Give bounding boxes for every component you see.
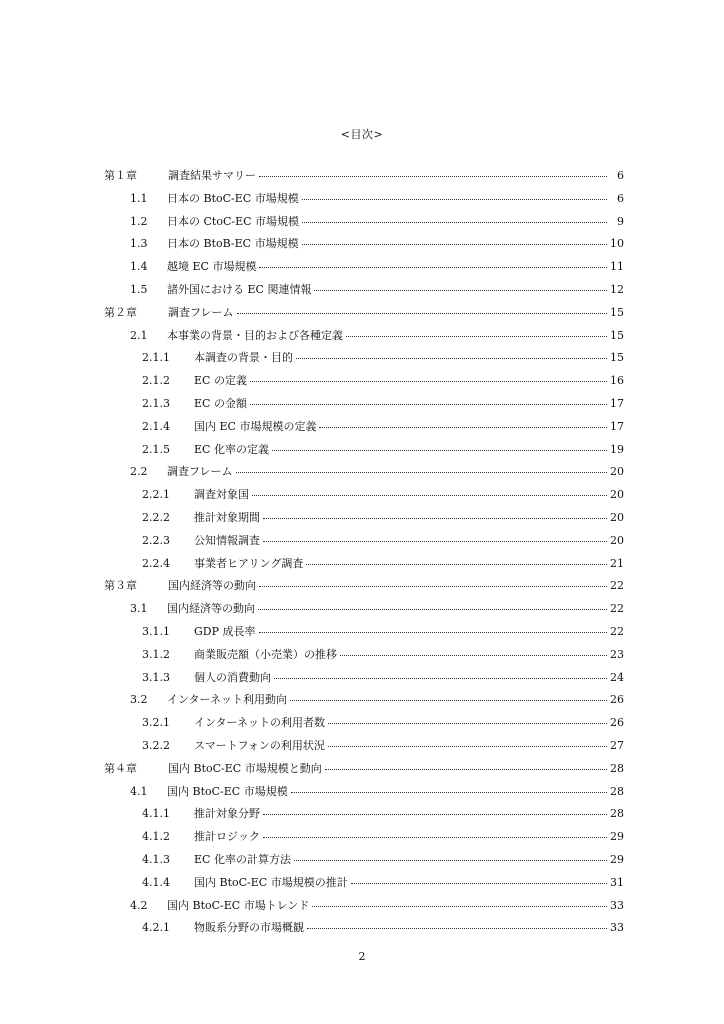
dot-leader [291, 792, 607, 793]
toc-entry-title: 国内 BtoC-EC 市場トレンド [167, 898, 310, 912]
toc-section-entry[interactable] [104, 691, 624, 714]
toc-entry-title: EC 化率の計算方法 [194, 852, 291, 866]
toc-entry-number: 第３章 [104, 579, 137, 593]
dot-leader [236, 472, 607, 473]
toc-entry-title: EC の定義 [194, 374, 247, 388]
toc-section-entry[interactable] [104, 190, 624, 213]
toc-entry-number: 4.2 [130, 898, 148, 912]
toc-section-entry[interactable] [104, 441, 624, 464]
toc-entry-page: 21 [610, 556, 624, 570]
dot-leader [237, 313, 607, 314]
toc-entry-number: 2.1.4 [142, 419, 170, 433]
toc-entry-title: インターネットの利用者数 [194, 716, 326, 730]
toc-entry-title: 日本の BtoB-EC 市場規模 [167, 237, 299, 251]
toc-entry-number: 2.2.4 [142, 556, 170, 570]
toc-entry-page: 29 [610, 830, 624, 844]
dot-leader [325, 769, 607, 770]
toc-entry-number: 第１章 [104, 169, 137, 182]
toc-entry-page: 27 [610, 738, 624, 752]
dot-leader [250, 404, 607, 405]
toc-section-entry[interactable] [104, 509, 624, 532]
toc-entry-page: 6 [617, 169, 624, 182]
dot-leader [306, 564, 607, 565]
toc-entry-title: EC 化率の定義 [194, 442, 269, 456]
dot-leader [346, 336, 607, 337]
toc-entry-title: 国内経済等の動向 [167, 602, 255, 616]
toc-section-entry[interactable] [104, 258, 624, 281]
page-number: 2 [358, 950, 366, 963]
dot-leader [259, 176, 607, 177]
toc-entry-title: 本調査の背景・目的 [194, 351, 293, 365]
toc-entry-title: 個人の消費動向 [194, 670, 271, 684]
dot-leader [302, 244, 607, 245]
toc-section-entry[interactable] [104, 828, 624, 851]
toc-entry-page: 19 [610, 442, 624, 456]
toc-entry-number: 2.2.3 [142, 533, 170, 547]
dot-leader [307, 928, 607, 929]
toc-entry-page: 15 [610, 305, 624, 319]
toc-section-entry[interactable] [104, 213, 624, 236]
toc-section-entry[interactable] [104, 486, 624, 509]
toc-section-entry[interactable] [104, 235, 624, 258]
toc-section-entry[interactable] [104, 783, 624, 806]
toc-entry-title: 越境 EC 市場規模 [167, 260, 257, 274]
toc-entry-number: 2.1 [130, 328, 148, 342]
toc-entry-title: スマートフォンの利用状況 [194, 738, 325, 752]
toc-entry-title: 国内 BtoC-EC 市場規模 [167, 784, 288, 798]
toc-section-entry[interactable] [104, 600, 624, 623]
toc-entry-page: 31 [610, 875, 624, 889]
dot-leader [259, 586, 607, 587]
toc-section-entry[interactable] [104, 919, 624, 942]
dot-leader [328, 723, 607, 724]
toc-entry-number: 1.5 [130, 282, 148, 296]
toc-entry-page: 6 [617, 191, 624, 205]
toc-entry-page: 33 [610, 898, 624, 912]
toc-entry-title: 商業販売額（小売業）の推移 [194, 647, 337, 661]
toc-entry-title: 諸外国における EC 関連情報 [167, 282, 312, 296]
toc-section-entry[interactable] [104, 349, 624, 372]
toc-entry-title: 調査フレーム [167, 465, 233, 479]
toc-chapter-entry[interactable] [104, 577, 624, 600]
dot-leader [263, 518, 607, 519]
toc-section-entry[interactable] [104, 555, 624, 578]
toc-entry-number: 4.1 [130, 784, 148, 798]
toc-entry-title: 本事業の背景・目的および各種定義 [167, 328, 343, 342]
toc-entry-page: 10 [610, 237, 624, 251]
toc-entry-page: 17 [610, 396, 624, 410]
toc-entry-title: インターネット利用動向 [167, 693, 288, 707]
toc-chapter-entry[interactable] [104, 304, 624, 327]
toc-entry-page: 15 [610, 328, 624, 342]
toc-section-entry[interactable] [104, 669, 624, 692]
toc-entry-number: 3.1.1 [142, 624, 170, 638]
dot-leader [294, 860, 607, 861]
dot-leader [314, 290, 607, 291]
toc-section-entry[interactable] [104, 805, 624, 828]
toc-entry-page: 12 [610, 282, 624, 296]
dot-leader [340, 655, 607, 656]
toc-entry-number: 3.1 [130, 602, 148, 616]
toc-entry-page: 17 [610, 419, 624, 433]
dot-leader [263, 814, 607, 815]
toc-entry-page: 28 [610, 761, 624, 775]
toc-chapter-entry[interactable] [104, 167, 624, 190]
toc-entry-title: 推計ロジック [194, 830, 260, 844]
toc-entry-number: 4.2.1 [142, 921, 170, 935]
toc-entry-title: 推計対象分野 [194, 807, 260, 821]
toc-entry-title: 国内 EC 市場規模の定義 [194, 419, 317, 433]
toc-entry-page: 26 [610, 716, 624, 730]
toc-entry-title: 国内 BtoC-EC 市場規模と動向 [168, 761, 322, 775]
toc-section-entry[interactable] [104, 395, 624, 418]
toc-entry-page: 20 [610, 533, 624, 547]
toc-entry-number: 2.1.2 [142, 374, 170, 388]
dot-leader [319, 427, 607, 428]
toc-entry-number: 1.4 [130, 260, 148, 274]
toc-entry-number: 1.2 [130, 214, 148, 228]
toc-entry-title: 推計対象期間 [194, 510, 260, 524]
toc-section-entry[interactable] [104, 281, 624, 304]
dot-leader [250, 381, 607, 382]
table-of-contents [104, 167, 624, 942]
toc-entry-title: 物販系分野の市場概観 [194, 921, 304, 935]
dot-leader [263, 541, 607, 542]
dot-leader [312, 906, 607, 907]
toc-entry-number: 2.1.3 [142, 396, 170, 410]
toc-entry-title: EC の金額 [194, 396, 247, 410]
toc-entry-title: 調査フレーム [168, 305, 234, 319]
toc-entry-page: 16 [610, 374, 624, 388]
toc-entry-page: 11 [610, 260, 624, 274]
toc-entry-title: GDP 成長率 [194, 624, 256, 638]
toc-entry-page: 28 [610, 807, 624, 821]
toc-section-entry[interactable] [104, 623, 624, 646]
toc-entry-number: 3.2.2 [142, 738, 170, 752]
toc-entry-page: 26 [610, 693, 624, 707]
toc-entry-number: 2.2 [130, 465, 148, 479]
dot-leader [252, 495, 607, 496]
toc-entry-page: 22 [610, 579, 624, 593]
toc-entry-page: 29 [610, 852, 624, 866]
toc-entry-number: 第４章 [104, 761, 137, 775]
toc-section-entry[interactable] [104, 897, 624, 920]
toc-section-entry[interactable] [104, 851, 624, 874]
toc-entry-title: 国内経済等の動向 [168, 579, 256, 593]
dot-leader [296, 358, 607, 359]
toc-section-entry[interactable] [104, 327, 624, 350]
toc-entry-number: 3.2.1 [142, 716, 170, 730]
dot-leader [290, 700, 607, 701]
toc-entry-page: 20 [610, 510, 624, 524]
toc-entry-page: 23 [610, 647, 624, 661]
dot-leader [351, 883, 607, 884]
toc-section-entry[interactable] [104, 737, 624, 760]
toc-entry-title: 調査結果サマリー [168, 169, 256, 182]
toc-section-entry[interactable] [104, 714, 624, 737]
dot-leader [274, 678, 607, 679]
dot-leader [302, 199, 607, 200]
toc-section-entry[interactable] [104, 646, 624, 669]
dot-leader [259, 632, 607, 633]
toc-entry-number: 4.1.4 [142, 875, 170, 889]
toc-entry-number: 3.1.2 [142, 647, 170, 661]
toc-entry-page: 15 [610, 351, 624, 365]
toc-entry-title: 日本の BtoC-EC 市場規模 [167, 191, 299, 205]
toc-entry-number: 2.2.2 [142, 510, 170, 524]
toc-entry-page: 22 [610, 602, 624, 616]
toc-entry-title: 調査対象国 [194, 488, 249, 502]
toc-section-entry[interactable] [104, 532, 624, 555]
dot-leader [328, 746, 607, 747]
toc-entry-number: 4.1.1 [142, 807, 170, 821]
toc-entry-title: 国内 BtoC-EC 市場規模の推計 [194, 875, 348, 889]
dot-leader [263, 837, 607, 838]
toc-entry-title: 公知情報調査 [194, 533, 260, 547]
toc-entry-number: 3.2 [130, 693, 148, 707]
toc-entry-title: 日本の CtoC-EC 市場規模 [167, 214, 300, 228]
toc-chapter-entry[interactable] [104, 760, 624, 783]
dot-leader [258, 609, 607, 610]
toc-entry-number: 第２章 [104, 305, 137, 319]
toc-entry-number: 3.1.3 [142, 670, 170, 684]
toc-entry-number: 4.1.2 [142, 830, 170, 844]
toc-entry-page: 24 [610, 670, 624, 684]
toc-entry-page: 33 [610, 921, 624, 935]
toc-entry-number: 1.1 [130, 191, 148, 205]
dot-leader [302, 222, 607, 223]
toc-heading: <目次> [340, 128, 384, 141]
toc-entry-page: 28 [610, 784, 624, 798]
toc-entry-page: 9 [617, 214, 624, 228]
toc-entry-number: 4.1.3 [142, 852, 170, 866]
toc-entry-number: 2.1.5 [142, 442, 170, 456]
toc-entry-number: 2.1.1 [142, 351, 170, 365]
dot-leader [272, 450, 607, 451]
toc-section-entry[interactable] [104, 372, 624, 395]
toc-entry-number: 1.3 [130, 237, 148, 251]
toc-section-entry[interactable] [104, 874, 624, 897]
dot-leader [259, 267, 607, 268]
toc-entry-title: 事業者ヒアリング調査 [194, 556, 304, 570]
toc-entry-page: 22 [610, 624, 624, 638]
toc-section-entry[interactable] [104, 418, 624, 441]
toc-section-entry[interactable] [104, 463, 624, 486]
toc-entry-page: 20 [610, 488, 624, 502]
toc-entry-number: 2.2.1 [142, 488, 170, 502]
toc-entry-page: 20 [610, 465, 624, 479]
